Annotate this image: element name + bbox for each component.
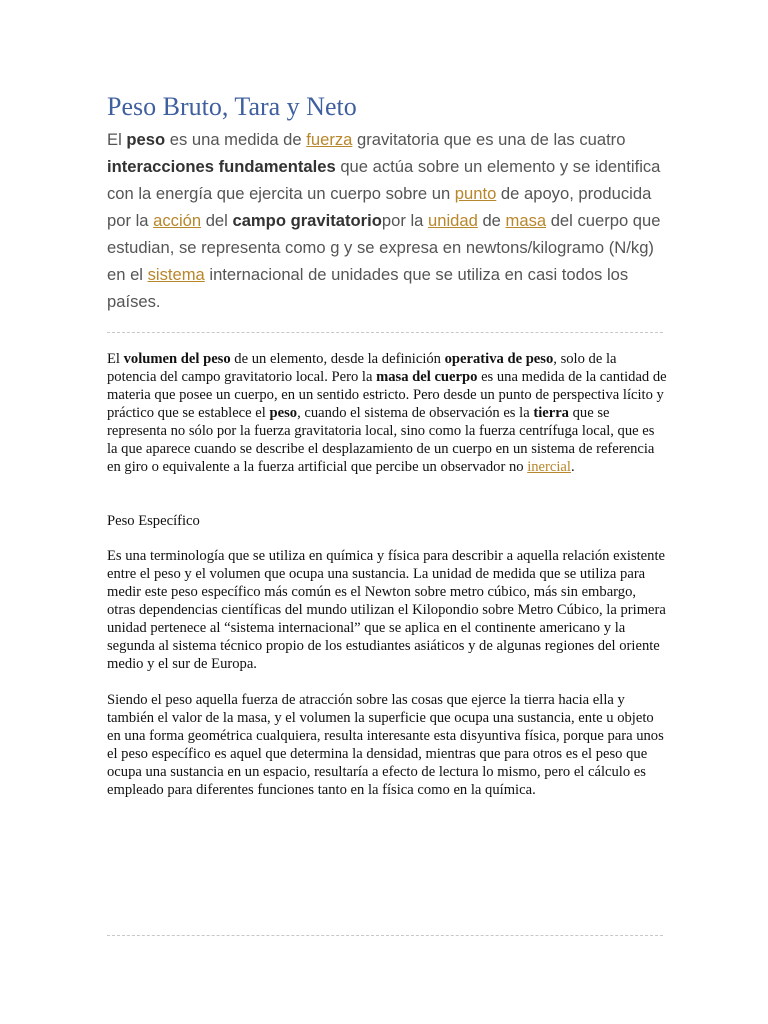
body-text: , cuando el sistema de observación es la	[297, 405, 534, 421]
intro-text: de	[477, 211, 506, 230]
intro-text: del cuerpo que estudian, se representa como g y se expresa en newtons/kilogramo (N/kg) en el	[107, 211, 661, 284]
intro-text: de apoyo, producida por la	[107, 184, 652, 230]
intro-text: gravitatoria que es una de las cuatro	[352, 130, 626, 149]
page-title: Peso Bruto, Tara y Neto	[107, 92, 357, 121]
intro-bold-term: peso	[126, 130, 166, 149]
body-text: de un elemento, desde la definición	[230, 351, 445, 367]
body-bold-term: operativa de peso	[444, 351, 554, 367]
body-text: , solo de la potencia del campo gravitatorio local. Pero la	[107, 351, 617, 385]
link-fuerza[interactable]: fuerza	[306, 130, 353, 149]
intro-text: es una medida de	[165, 130, 307, 149]
link-inercial[interactable]: inercial	[527, 459, 571, 475]
body-bold-term: peso	[269, 405, 298, 421]
body-paragraph-3: Siendo el peso aquella fuerza de atracción sobre las cosas que ejerce la tierra hacia ella y también el valor de la masa, y el volumen la superficie que ocupa una sustancia, ente u objeto en una forma geométrica cualquiera, resulta interesante esta disyuntiva física, porque para unos el peso específico es aquel que determina la densidad, mientras que para otros es el peso que ocupa una sustancia en un espacio, resultaría a efecto de lectura lo mismo, pero el cálculo es empleado para diferentes funciones tanto en la física como en la química.	[107, 692, 664, 798]
intro-text: del	[201, 211, 233, 230]
intro-text: por la	[381, 211, 428, 230]
intro-bold-term: campo gravitatorio	[232, 211, 382, 230]
link-unidad[interactable]: unidad	[427, 211, 478, 230]
intro-text: que actúa sobre un elemento y se identifica con la energía que ejercita un cuerpo sobre un	[107, 157, 661, 203]
section-subheading: Peso Específico	[107, 513, 200, 529]
body-text: .	[570, 459, 575, 475]
footer-divider	[107, 935, 663, 936]
body-text: es una medida de la cantidad de materia que posee un cuerpo, en un sentido estricto. Pero desde un punto de perspectiva lícito y práctico que se establece el	[107, 369, 667, 421]
body-paragraph-2: Es una terminología que se utiliza en química y física para describir a aquella relación existente entre el peso y el volumen que ocupa una sustancia. La unidad de medida que se utiliza para medir este peso específico más común es el Newton sobre metro cúbico, más sin embargo, otras dependencias científicas del mundo utilizan el Kilopondio sobre Metro Cúbico, la primera unidad pertenece al “sistema internacional” que se aplica en el continente americano y la segunda al sistema técnico propio de los estudiantes asiáticos y de algunas regiones del oriente medio y el sur de Europa.	[107, 548, 666, 672]
link-sistema[interactable]: sistema	[147, 265, 205, 284]
intro-text: El	[107, 130, 127, 149]
body-bold-term: masa del cuerpo	[376, 369, 478, 385]
body-text: El	[107, 351, 124, 367]
intro-text: internacional de unidades que se utiliza en casi todos los países.	[107, 265, 629, 311]
body-bold-term: tierra	[533, 405, 569, 421]
body-text: que se representa no sólo por la fuerza gravitatoria local, sino como la fuerza centrífuga local, que es la que aparece cuando se describe el desplazamiento de un cuerpo en un sistema de referencia en giro o equivalente a la fuerza artificial que percibe un observador no	[107, 405, 655, 475]
body-bold-term: volumen del peso	[123, 351, 231, 367]
section-divider	[107, 332, 663, 333]
body-paragraph-1	[107, 350, 667, 476]
link-punto[interactable]: punto	[454, 184, 497, 203]
link-accion[interactable]: acción	[153, 211, 202, 230]
link-masa[interactable]: masa	[505, 211, 547, 230]
intro-bold-term: interacciones fundamentales	[107, 157, 336, 176]
intro-paragraph	[107, 126, 667, 315]
